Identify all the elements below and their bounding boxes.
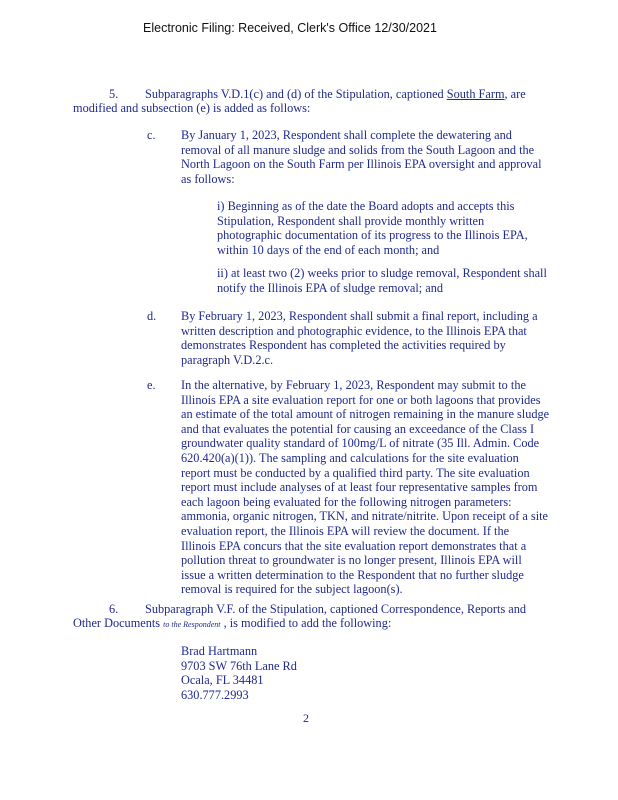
item-d-line: By February 1, 2023, Respondent shall submit a final report, including a xyxy=(181,309,538,323)
subitem-i-line: Stipulation, Respondent shall provide monthly written xyxy=(217,213,485,228)
item-c-line: as follows: xyxy=(181,171,235,186)
item-d-line: written description and photographic evidence, to the Illinois EPA that xyxy=(181,323,527,338)
item-c-line: North Lagoon on the South Farm per Illinois EPA oversight and approval xyxy=(181,157,542,172)
item-d-line: paragraph V.D.2.c. xyxy=(181,352,274,367)
item-c-label: c. xyxy=(147,128,156,142)
subitem-ii-line: ii) at least two (2) weeks prior to sludge removal, Respondent shall xyxy=(217,266,547,280)
item-e-line: each lagoon being evaluated for the following nitrogen parameters: xyxy=(181,494,512,509)
paragraph-5-text-end: , are xyxy=(504,87,526,101)
item-e-line: pollution threat to groundwater is no longer present, Illinois EPA will xyxy=(181,553,522,568)
item-e-line: issue a written determination to the Respondent that no further sludge xyxy=(181,567,524,582)
item-e-text xyxy=(181,378,549,597)
item-e-line: ammonia, organic nitrogen, TKN, and nitrate/nitrite. Upon receipt of a site xyxy=(181,509,548,524)
paragraph-6-line-1: Subparagraph V.F. of the Stipulation, captioned Correspondence, Reports and xyxy=(145,602,527,616)
item-e-line: and that evaluates the potential for causing an exceedance of the Class I xyxy=(181,421,535,436)
item-c-line: By January 1, 2023, Respondent shall complete the dewatering and xyxy=(181,128,512,142)
paragraph-6-text-end: , is modified to add the following: xyxy=(223,616,392,630)
subitem-ii-text xyxy=(217,266,547,295)
respondent-address xyxy=(181,644,297,702)
item-e-line: report must include analyses of at least four representative samples from xyxy=(181,480,538,495)
item-d-line: demonstrates Respondent has completed the activities required by xyxy=(181,338,506,353)
paragraph-6-line-2 xyxy=(73,616,391,633)
item-e-label: e. xyxy=(147,378,156,392)
page-number: 2 xyxy=(303,711,309,725)
caption-other-documents: Other Documents xyxy=(73,616,161,630)
subitem-i-line: i) Beginning as of the date the Board adopts and accepts this xyxy=(217,199,515,213)
address-name: Brad Hartmann xyxy=(181,644,258,658)
paragraph-6-number: 6. xyxy=(109,602,119,616)
subitem-ii-line: notify the Illinois EPA of sludge removal; and xyxy=(217,280,443,295)
address-city: Ocala, FL 34481 xyxy=(181,673,264,688)
subitem-i-line: photographic documentation of its progress to the Illinois EPA, xyxy=(217,228,528,243)
item-e-line: In the alternative, by February 1, 2023, Respondent may submit to the xyxy=(181,378,526,392)
item-e-line: 620.420(a)(1)). The sampling and calculations for the site evaluation xyxy=(181,450,519,465)
item-e-line: evaluation report, the Illinois EPA will review the document. If the xyxy=(181,523,510,538)
paragraph-5-text: Subparagraphs V.D.1(c) and (d) of the Stipulation, captioned xyxy=(145,87,447,101)
paragraph-5-line-2: modified and subsection (e) is added as follows: xyxy=(73,101,311,115)
item-d-text xyxy=(181,309,538,367)
address-phone: 630.777.2993 xyxy=(181,687,249,702)
item-e-line: an estimate of the total amount of nitrogen remaining in the manure sludge xyxy=(181,407,550,422)
item-e-line: removal is required for the subject lagoon(s). xyxy=(181,582,403,597)
subitem-i-text xyxy=(217,199,528,257)
item-c-text xyxy=(181,128,542,186)
item-e-line: groundwater quality standard of 100mg/L of nitrate (35 Ill. Admin. Code xyxy=(181,436,540,451)
caption-to-respondent: to the Respondent xyxy=(163,620,221,629)
item-e-line: Illinois EPA a site evaluation report for one or both lagoons that provides xyxy=(181,392,541,407)
caption-south-farm: South Farm xyxy=(446,87,505,101)
item-d-label: d. xyxy=(147,309,157,323)
item-c-line: removal of all manure sludge and solids from the South Lagoon and the xyxy=(181,142,535,157)
paragraph-5-number: 5. xyxy=(109,87,119,101)
item-e-line: Illinois EPA concurs that the site evaluation report demonstrates that a xyxy=(181,538,527,553)
filing-stamp: Electronic Filing: Received, Clerk's Office 12/30/2021 xyxy=(143,21,437,35)
address-street: 9703 SW 76th Lane Rd xyxy=(181,658,297,673)
subitem-i-line: within 10 days of the end of each month; and xyxy=(217,242,440,257)
paragraph-5-line-1 xyxy=(145,87,526,102)
item-e-line: report must be conducted by a qualified third party. The site evaluation xyxy=(181,465,530,480)
